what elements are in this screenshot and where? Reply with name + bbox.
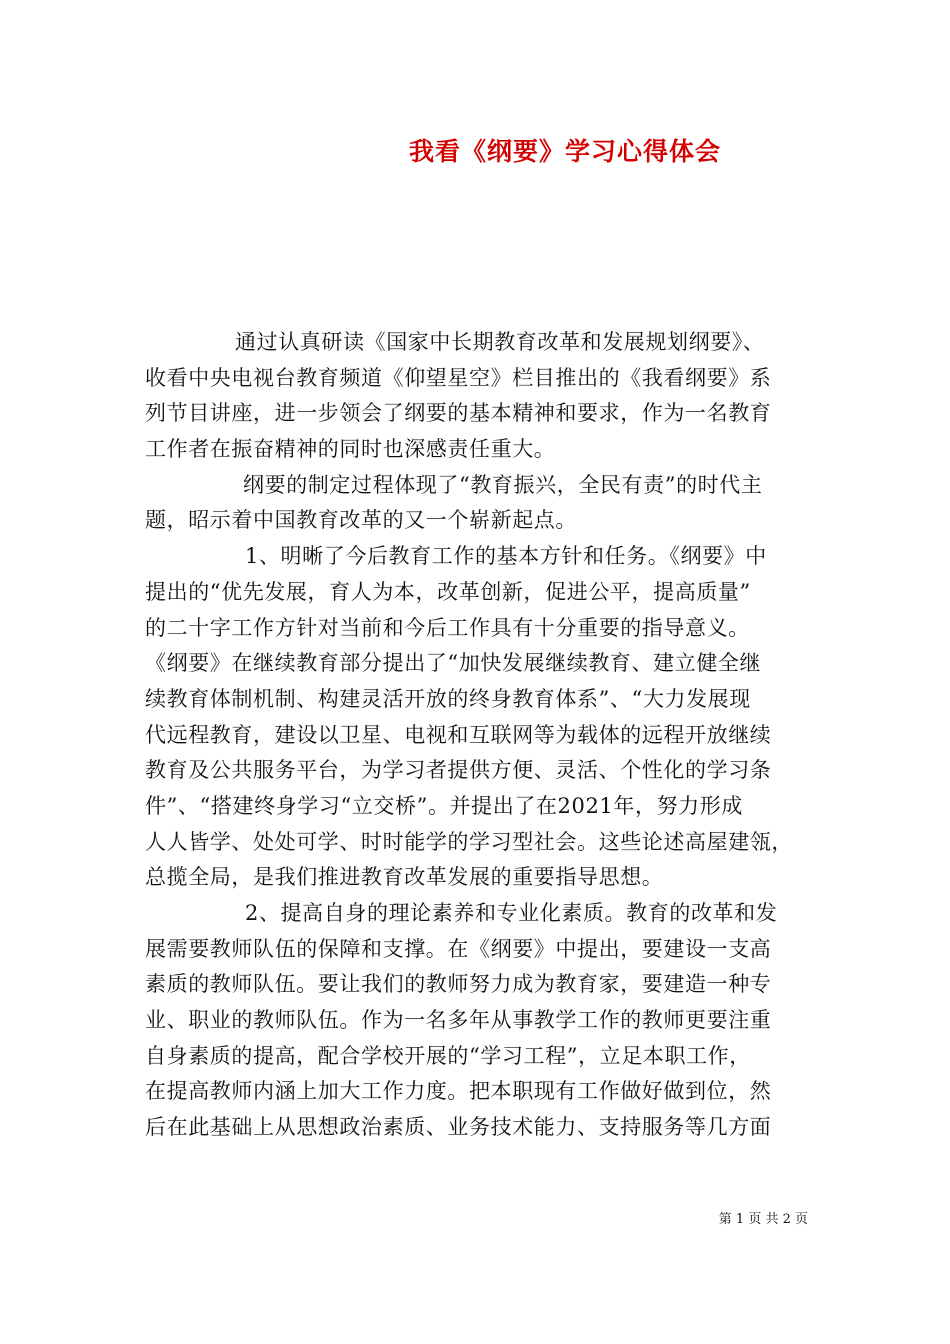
body-line: 提出的“优先发展，育人为本，改革创新，促进公平，提高质量” (145, 579, 751, 604)
document-title: 我看《纲要》学习心得体会 (408, 137, 721, 166)
body-line: 教育及公共服务平台，为学习者提供方便、灵活、个性化的学习条 (145, 758, 772, 783)
body-line: 收看中央电视台教育频道《仰望星空》栏目推出的《我看纲要》系 (145, 365, 772, 390)
body-line: 的二十字工作方针对当前和今后工作具有十分重要的指导意义。 (145, 615, 750, 640)
body-line: 列节目讲座，进一步领会了纲要的基本精神和要求，作为一名教育 (145, 401, 772, 426)
body-line: 通过认真研读《国家中长期教育改革和发展规划纲要》、 (235, 330, 765, 354)
body-line: 自身素质的提高，配合学校开展的“学习工程”，立足本职工作， (145, 1043, 751, 1068)
body-line: 业、职业的教师队伍。作为一名多年从事教学工作的教师更要注重 (145, 1008, 772, 1033)
page-number: 第 1 页 共 2 页 (718, 1212, 808, 1227)
body-line: 人人皆学、处处可学、时时能学的学习型社会。这些论述高屋建瓴， (145, 829, 793, 854)
body-line: 《纲要》在继续教育部分提出了“加快发展继续教育、建立健全继 (145, 651, 762, 676)
body-line: 后在此基础上从思想政治素质、业务技术能力、支持服务等几方面 (145, 1115, 772, 1140)
document-body (145, 325, 809, 1146)
body-line: 2、提高自身的理论素养和专业化素质。教育的改革和发 (245, 901, 778, 925)
body-line: 代远程教育，建设以卫星、电视和互联网等为载体的远程开放继续 (145, 722, 772, 747)
body-line: 件”、“搭建终身学习“立交桥”。并提出了在2021年，努力形成 (145, 793, 743, 818)
body-line: 续教育体制机制、构建灵活开放的终身教育体系”、“大力发展现 (145, 686, 751, 711)
body-line: 素质的教师队伍。要让我们的教师努力成为教育家，要建造一种专 (145, 972, 772, 997)
body-line: 展需要教师队伍的保障和支撑。在《纲要》中提出，要建设一支高 (145, 936, 772, 961)
body-line: 工作者在振奋精神的同时也深感责任重大。 (145, 437, 556, 462)
body-line: 1、明晰了今后教育工作的基本方针和任务。《纲要》中 (245, 544, 767, 569)
body-line: 题，昭示着中国教育改革的又一个崭新起点。 (145, 508, 577, 533)
body-line: 纲要的制定过程体现了“教育振兴，全民有责”的时代主 (243, 472, 763, 497)
body-line: 总揽全局，是我们推进教育改革发展的重要指导思想。 (145, 865, 664, 890)
body-line: 在提高教师内涵上加大工作力度。把本职现有工作做好做到位，然 (145, 1079, 772, 1104)
